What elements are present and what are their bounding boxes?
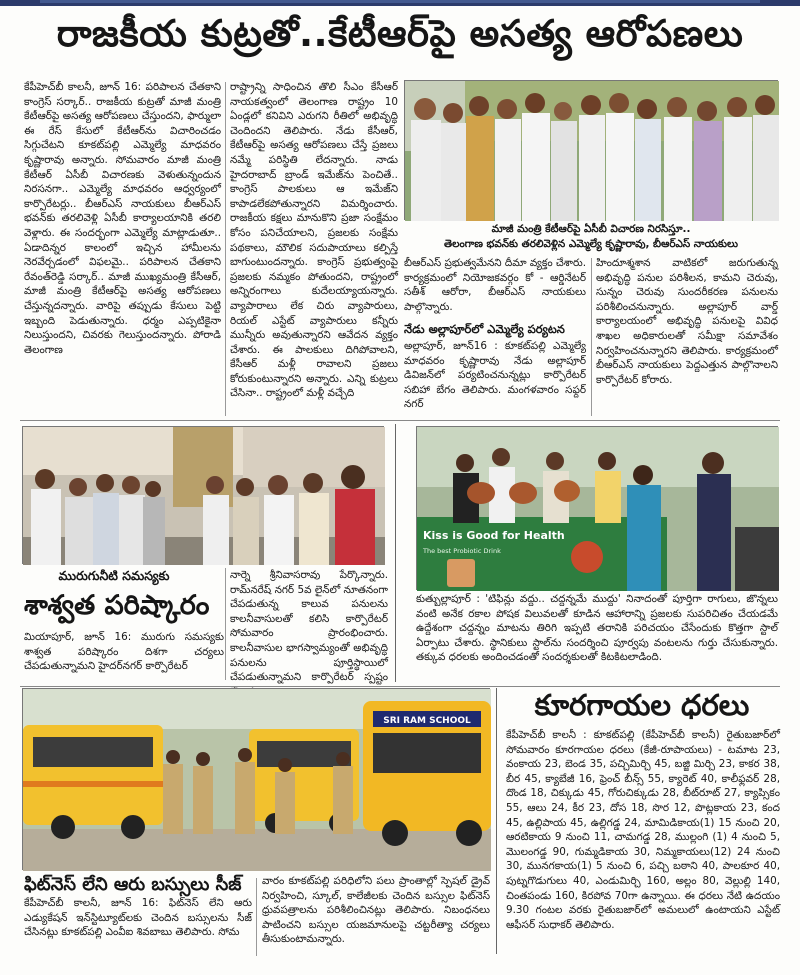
photo-seized-school-buses: [22, 688, 490, 870]
section-divider: [20, 686, 780, 687]
bus-body-left: కేపీహెచ్‌బీ కాలనీ, జూన్ 16: ఫిట్‌నెస్ లేని ఆరు ఎడ్యుకేషన్ ఇన్‌స్టిట్యూట్‌లకు చెందిన బస్సులను సీజ్ చేసినట్లు కూకట్‌పల్లి ఎంవీఐ శివబాబు తెలిపారు. సోమ: [24, 897, 252, 939]
photo-millet-food-stall: [416, 426, 778, 590]
lead-article-col1: కేపీహెచ్‌బీ కాలనీ, జూన్ 16: పరిపాలన చేతకాని కాంగ్రెస్ సర్కార్.. రాజకీయ కుట్రతో మాజీ మంత్రి కేటీఆర్‌పై అసత్య ఆరోపణలు చేస్తుందని, ఫార్ములా ఈ రేస్ కేసులో కేటీఆర్‌ను విచారించడం సిగ్గుచేటని కూకట్‌పల్లి ఎమ్మెల్యే మాధవరం కృష్ణారావు అన్నారు. సోమవారం మాజీ మంత్రి కేటీఆర్ ఏసీబీ విచారణకు వెళుతున్నందున నిరసనగా.. ఎమ్మెల్యే మాధవరం ఆధ్వర్యంలో కార్పొరేటర్లు.. బీఆర్ఎస్ నాయకులు బీఆర్ఎస్ భవన్‌కు తరలివెళ్లి ఏసీబీ కార్యాలయానికి తరలి వెళ్లారు. ఈ సందర్భంగా ఎమ్మెల్యే మాట్లాడుతూ.. ఏడాదిన్నర కాలంలో ఇచ్చిన హామీలను నెరవేర్చడంలో విఫలమై.. పరిపాలన చేతకాని రేవంత్‌రెడ్డి సర్కార్.. మాజీ ముఖ్యమంత్రి కేసీఆర్, మాజీ మంత్రి కేటీఆర్‌పై అసత్య ఆరోపణలు చేస్తున్నదన్నారు. వారిపై తప్పుడు కేసులు పెట్టి ఇబ్బంది పెడుతున్నారు. ధర్మం ఎప్పటికైనా నిలుస్తుందని, చివరకు గెలుస్తుందన్నారు. పోరాడి తెలంగాణ: [24, 81, 221, 356]
vegetable-prices-body: కేపీహెచ్‌బీ కాలనీ : కూకట్‌పల్లి (కేపీహెచ్‌బీ కాలనీ) రైతుబజార్‌లో సోమవారం కూరగాయల ధరలు (కేజీ-రూపాయలు) - టమాట 23, వంకాయ 23, బెండ 35, పచ్చిమిర్చి 45, బజ్జి మిర్చి 23, కాకర 38, బీర 45, క్యాబేజీ 16, ఫ్రెంచ్ బీన్స్ 55, క్యారెట్ 40, కాలీఫ్లవర్ 28, దొండ 18, చిక్కుడు 45, గోరుచిక్కుడు 28, బీట్‌రూట్ 27, క్యాప్సికం 55, ఆలు 24, కీర 23, దోస 18, సొర 12, పొట్లకాయ 23, కంద 45, ఉల్లిపాయ 45, ఉల్లిగడ్డ 24, మామిడికాయ(1) 15 నుంచి 20, ఆరటికాయ 9 నుంచి 11, చామగడ్డ 28, ముల్లంగి (1) 4 నుంచి 5, మొలంగడ్డ 90, గుమ్మడికాయ 30, నిమ్మకాయలు(12) 24 నుంచి 30, మునగకాయ(1) 5 నుంచి 6, పచ్చి బఠాని 40, పాలకూర 40, పుట్నగొడుగులు 40, ఎండుమిర్చి 160, అల్లం 80, వెల్లుల్లి 140, చింతపండు 160, కిరపోవ 70గా ఉన్నాయి. ఈ ధరలు నేటి ఉదయం 9.30 గంటల వరకు రైతుబజార్‌లో అమలులో ఉంటాయని ఎస్టేట్ ఆఫీసర్ సుధాకర్ తెలిపారు.: [506, 729, 780, 931]
lead-article-col3: బీఆర్ఎస్ ప్రభుత్వమేనని దీమా వ్యక్తం చేశారు. కార్యక్రమంలో నియోజకవర్గం కో - ఆర్డినేటర్ సతీశ్ ఆరోరా, బీఆర్ఎస్ నాయకులు పాల్గొన్నారు.: [404, 257, 587, 313]
photo1-caption-line2: తెలంగాణ భవన్‌కు తరలివెళ్లిన ఎమ్మెల్యే కృష్ణారావు, బీఆర్ఎస్ నాయకులు: [444, 238, 738, 250]
banner-text: Kiss is Good for Health: [423, 529, 565, 542]
column-rule: [395, 424, 396, 682]
banner-subtext: The best Probiotic Drink: [423, 547, 501, 555]
column-rule: [591, 258, 592, 416]
page-headline: రాజకీయ కుట్రతో..కేటీఆర్‌పై అసత్య ఆరోపణలు: [56, 12, 744, 55]
lead-article-col4: హిందూశ్మశాన వాటికలో జరుగుతున్న అభివృద్ధి పనుల పరిశీలన, కామని చెరువు, సున్నం చెరువు సుందరీకరణ పనులను పరిశీలించనున్నారు. అల్లాపూర్ వార్డ్ కార్యాలయంలో అభివృద్ధి పనులపై వివిధ శాఖల అధికారులతో సమీక్షా సమావేశం నిర్వహించనున్నారని తెలిపారు. కార్యక్రమంలో బీఆర్ఎస్ నాయకులు పెద్దఎత్తున పాల్గొనాలని కార్పొరేటర్ కోరారు.: [596, 257, 778, 386]
sewage-kicker: మురుగునీటి సమస్యకు: [58, 568, 170, 583]
bus-body-right: వారం కూకట్‌పల్లి పరిధిలోని పలు ప్రాంతాల్లో స్పెషల్ డ్రైవ్ నిర్వహించి, స్కూల్, కాలేజీలకు చెందిన బస్సుల ఫిట్‌నెస్ ధ్రువపత్రాలను పరిశీలించినట్లు తెలిపారు. నిబంధనలు పాటించని బస్సుల యజమానులపై చట్టరీత్యా చర్యలు తీసుకుంటామన్నారు.: [262, 875, 490, 946]
bus-school-sign: SRI RAM SCHOOL: [383, 716, 471, 726]
section-divider: [20, 420, 780, 421]
photo-brs-leaders-group: [404, 80, 778, 220]
column-rule: [225, 568, 226, 680]
millet-stall-caption: కుత్బుల్లాపూర్ : 'టిఫిన్లు వద్దు.. చద్దన్నమే ముద్దు' నినాదంతో పూర్తిగా రాగులు, జొన్నలు వంటి అనేక రకాల పోషక విలువలతో కూడిన ఆహారాన్ని ప్రజలకు సుపరిచితం చేయడమే ఉద్దేశంగా చద్దన్నం మాటను తిరిగి ఇప్పటి తరానికి పరిచయం చేసేందుకు కొత్తగా స్టాల్ ఏర్పాటు చేశారు. స్థానికులు స్టాల్‌ను సందర్శించి పూర్వపు వంటలను గుర్తు చేసుకున్నారు. తక్కువ ధరలకు అందించడంతో సందర్శకులతో కిటకిటలాడింది.: [416, 593, 778, 664]
sewage-headline: శాశ్వత పరిష్కారం: [24, 590, 210, 621]
vegetable-prices-title: కూరగాయల ధరలు: [534, 688, 750, 722]
column-rule: [225, 82, 226, 416]
sewage-body-right: నార్నె శ్రీనివాసరావు పేర్కొన్నారు. రామ్‌నరేష్ నగర్ 5వ లైన్‌లో నూతనంగా చేపడుతున్న కాలువ పనులను కాలనీవాసులతో కలిసి కార్పొరేటర్ సోమవారం ప్రారంభించారు. కాలనీవాసుల భాగస్వామ్యంతో అభివృద్ధి పనులను పూర్తిస్థాయిలో చేపడుతున్నామని కార్పొరేటర్ స్పష్టం: [230, 569, 388, 684]
bus-headline: ఫిట్‌నెస్ లేని ఆరు బస్సులు సీజ్: [24, 874, 242, 895]
photo-sewage-inspection: [22, 426, 384, 564]
mla-tour-body: అల్లాపూర్, జూన్16 : కూకట్‌పల్లి ఎమ్మెల్యే మాధవరం కృష్ణారావు నేడు అల్లాపూర్ డివిజన్‌లో పర్యటించనున్నట్లు కార్పొరేటర్ సబిహా బేగం తెలిపారు. మంగళవారం సఫ్దర్ నగర్: [404, 340, 586, 411]
column-rule: [496, 688, 497, 954]
page-top-bar: [0, 0, 800, 6]
column-rule: [256, 878, 257, 956]
photo1-caption-line1: మాజీ మంత్రి కేటీఆర్‌పై ఏసీబీ విచారణ నిరసిస్తూ..: [491, 223, 691, 235]
mla-tour-subhead: నేడు అల్లాపూర్‌లో ఎమ్మెల్యే పర్యటన: [404, 322, 565, 336]
lead-article-col2: రాష్ట్రాన్ని సాధించిన తొలి సీఎం కేసీఆర్ నాయకత్వంలో తెలంగాణ రాష్ట్రం 10 ఏండ్లలో కనివిని ఎరుగని రీతిలో అభివృద్ధి చెందిందని తెలిపారు. నేడు కేసీఆర్, కేటీఆర్‌పై అసత్య ఆరోపణలు చేస్తే ప్రజలు నమ్మే పరిస్థితి లేదన్నారు. నాడు హైదరాబాద్ బ్రాండ్ ఇమేజ్‌ను పెంచితే.. కాంగ్రెస్ పాలకులు ఆ ఇమేజ్‌ని కాపాడలేకపోతున్నారని విమర్శించారు. రాజకీయ కక్షలు మానుకొని ప్రజా సంక్షేమం కోసం పనిచేయాలని, ప్రజలకు సంక్షేమ పథకాలు, మౌలిక సదుపాయాలు కల్పిస్తే బాగుంటుందన్నారు. కాంగ్రెస్ ప్రభుత్వంపై ప్రజలకు నమ్మకం పోతుందని, రాష్ట్రంలో అన్నిరంగాలు కుదేలయ్యాయన్నారు. వ్యాపారాలు లేక చిరు వ్యాపారులు, రియల్ ఎస్టేట్ వ్యాపారులు కన్నీరు మున్నీరు అవుతున్నారని ఆవేదన వ్యక్తం చేశారు. ఈ పాలకులు దిగిపోవాలని, కేసీఆర్ మళ్లీ రావాలని ప్రజలు కోరుకుంటున్నారని అన్నారు. ఎన్ని కుట్రలు చేసినా.. రాష్ట్రంలో మళ్లీ వచ్చేది: [230, 81, 398, 400]
sewage-body-left: మియాపూర్, జూన్ 16: మురుగు సమస్యకు శాశ్వత పరిష్కారం దిశగా చర్యలు చేపడుతున్నామని హైదర్‌నగర్ కార్పొరేటర్: [24, 631, 224, 673]
